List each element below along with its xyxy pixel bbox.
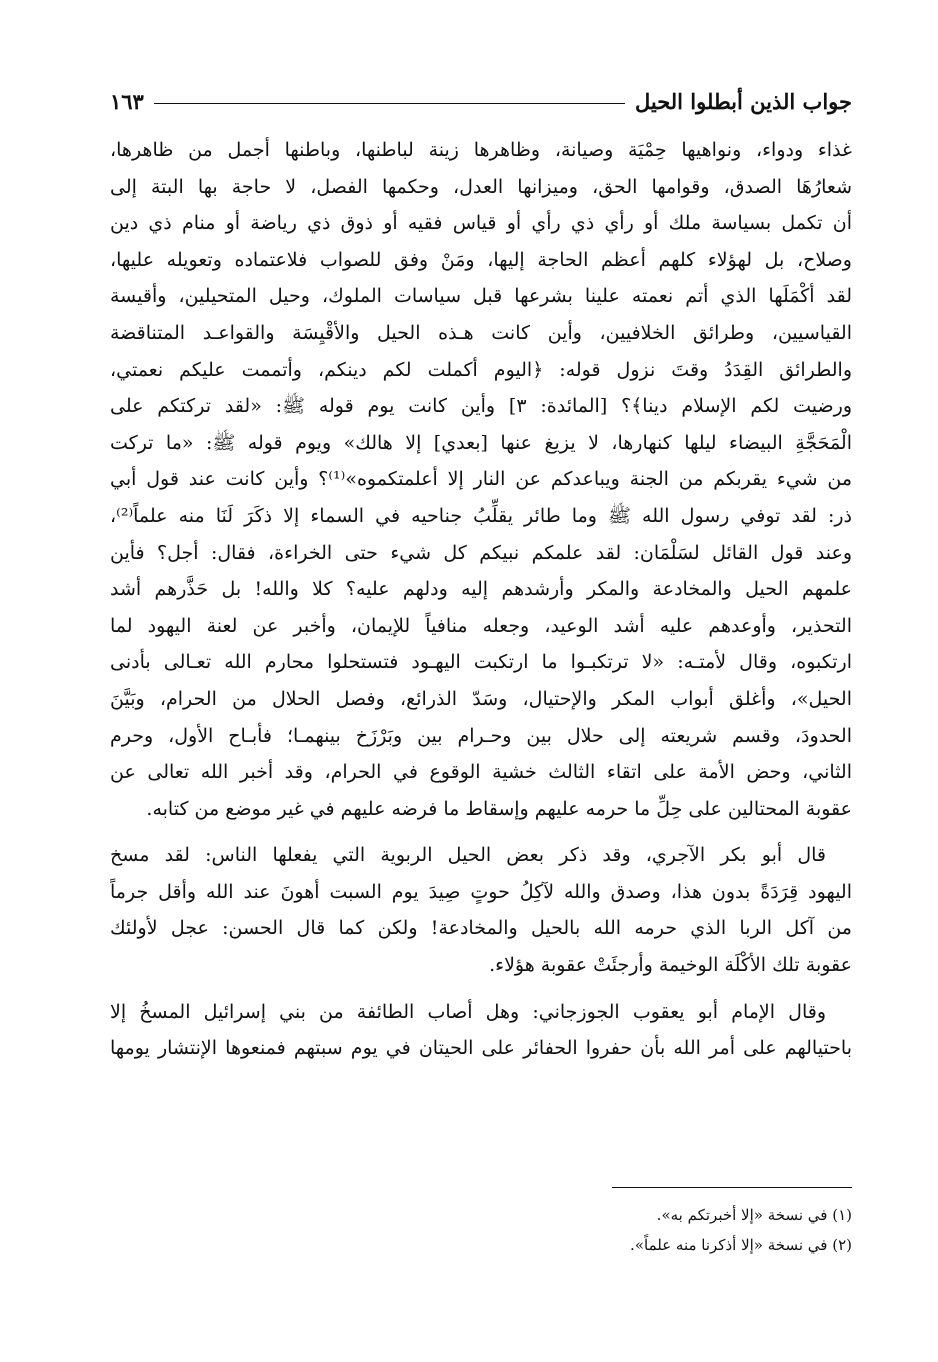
text-line: التحذير، وأوعدهم عليه أشد الوعيد، وجعله منافياً للإيمان، وأخبر عن لعنة اليهود لما <box>110 614 852 637</box>
footnote-rule <box>612 1187 852 1188</box>
paragraph-1 <box>110 132 852 827</box>
page-body <box>110 132 852 1067</box>
text-line: ارتكبوه، وقال لأمتـه: «لا ترتكبـوا ما ارتكبت اليهـود فتستحلوا محارم الله تعـالى بأدنى <box>110 651 852 674</box>
header-rule <box>154 103 625 104</box>
text-line: قال أبو بكر الآجري، وقد ذكر بعض الحيل الربوية التي يفعلها الناس: لقد مسخ <box>110 844 826 867</box>
text-line: القياسيين، وطرائق الخلافيين، وأين كانت هـذه الحيل والأقْيِسَة والقواعـد المتناقضة <box>110 321 852 344</box>
text-line: الحيل»، وأغلق أبواب المكر والإحتيال، وسَدّ الذرائع، وفصل الحلال من الحرام، وبَيَّنَ <box>110 687 852 710</box>
text-line: لقد أكْمَلَها الذي أتم نعمته علينا بشرعها قبل سياسات الملوك، وحيل المتحيلين، وأقيسة <box>110 285 852 308</box>
text-line: من شيء يقربكم من الجنة ويباعدكم عن النار إلا أعلمتكموه»⁽¹⁾؟ وأين كانت عند قول أبي <box>110 468 852 491</box>
footnotes <box>110 1200 852 1260</box>
text-line: اليهود قِرَدَةً بدون هذا، وصدق والله لآكِلُ حوتٍ صِيدَ يوم السبت أهونَ عند الله وأقل جرماً <box>110 880 852 903</box>
text-line: ورضيت لكم الإسلام دينا﴾؟ [المائدة: ٣] وأين كانت يوم قوله ﷺ: «لقد تركتكم على <box>110 395 852 418</box>
paragraph-3 <box>110 994 852 1067</box>
text-line: علمهم الحيل والمخادعة والمكر وأرشدهم إليه ودلهم عليه؟ كلا والله! بل حَذَّرهم أشد <box>110 578 852 601</box>
page-number: ١٦٣ <box>110 88 144 114</box>
footnote-1: (١) في نسخة «إلا أخبرتكم به». <box>656 1206 852 1224</box>
text-line: وقال الإمام أبو يعقوب الجوزجاني: وهل أصاب الطائفة من بني إسرائيل المسخُ إلا <box>110 1000 826 1023</box>
header-title: جواب الذين أبطلوا الحيل <box>634 88 852 114</box>
paragraph-2 <box>110 837 852 983</box>
text-line: غذاء ودواء، ونواهيها حِمْيَة وصيانة، وظاهرها زينة لباطنها، وباطنها أجمل من ظاهرها، <box>110 139 852 161</box>
text-line: الحدودَ، وقسم شريعته إلى حلال بين وحـرام بين وبَرْزَخ بينهمـا؛ فأبـاح الأول، وحرم <box>110 724 852 747</box>
book-page <box>110 70 852 1320</box>
text-line: باحتيالهم على أمر الله بأن حفروا الحفائر على الحيتان في يوم سبتهم فمنعوها الإنتشار يومها <box>110 1037 852 1060</box>
text-line: عقوبة تلك الأكْلَة الوخيمة وأرجئَتْ عقوبة هؤلاء. <box>489 954 852 977</box>
paragraph-gap <box>110 827 852 837</box>
text-line: من آكل الربا الذي حرمه الله بالحيل والمخادعة! ولكن كما قال الحسن: عجل لأولئك <box>110 917 852 940</box>
footnote-2: (٢) في نسخة «إلا أذكرنا منه علماً». <box>630 1236 852 1254</box>
text-line: وعند قول القائل لسَلْمَان: لقد علمكم نبيكم كل شيء حتى الخراءة، فقال: أجل؟ فأين <box>110 541 852 564</box>
text-line: وصلاح، بل لهؤلاء كلهم أعظم الحاجة إليها، ومَنْ وفق للصواب فلاعتماده وتعويله عليها، <box>110 248 852 271</box>
running-header <box>110 84 852 118</box>
text-line: الْمَحَجَّةِ البيضاء ليلها كنهارها، لا يزيغ عنها [بعدي] إلا هالك» ويوم قوله ﷺ: «ما تركت <box>110 431 852 454</box>
text-line: والطرائق القِدَدُ وقتَ نزول قوله: ﴿اليوم أكملت لكم دينكم، وأتممت عليكم نعمتي، <box>110 358 852 381</box>
text-line: أن تكمل بسياسة ملك أو رأي ذي رأي أو قياس فقيه أو ذوق ذي رياضة أو منام ذي دين <box>110 212 852 235</box>
text-line: الثاني، وحض الأمة على اتقاء الثالث خشية الوقوع في الحرام، وقد أخبر الله تعالى عن <box>110 761 852 784</box>
text-line: شعارُهَا الصدق، وقوامها الحق، وميزانها العدل، وحكمها الفصل، لا حاجة بها البتة إلى <box>110 175 852 198</box>
paragraph-gap <box>110 984 852 994</box>
text-line: ذر: لقد توفي رسول الله ﷺ وما طائر يقلِّبُ جناحيه في السماء إلا ذكَرَ لَنَا منه علماً⁽²⁾، <box>110 504 852 527</box>
text-line: عقوبة المحتالين على حِلِّ ما حرمه عليهم وإسقاط ما فرضه عليهم في غير موضع من كتابه. <box>146 797 852 820</box>
